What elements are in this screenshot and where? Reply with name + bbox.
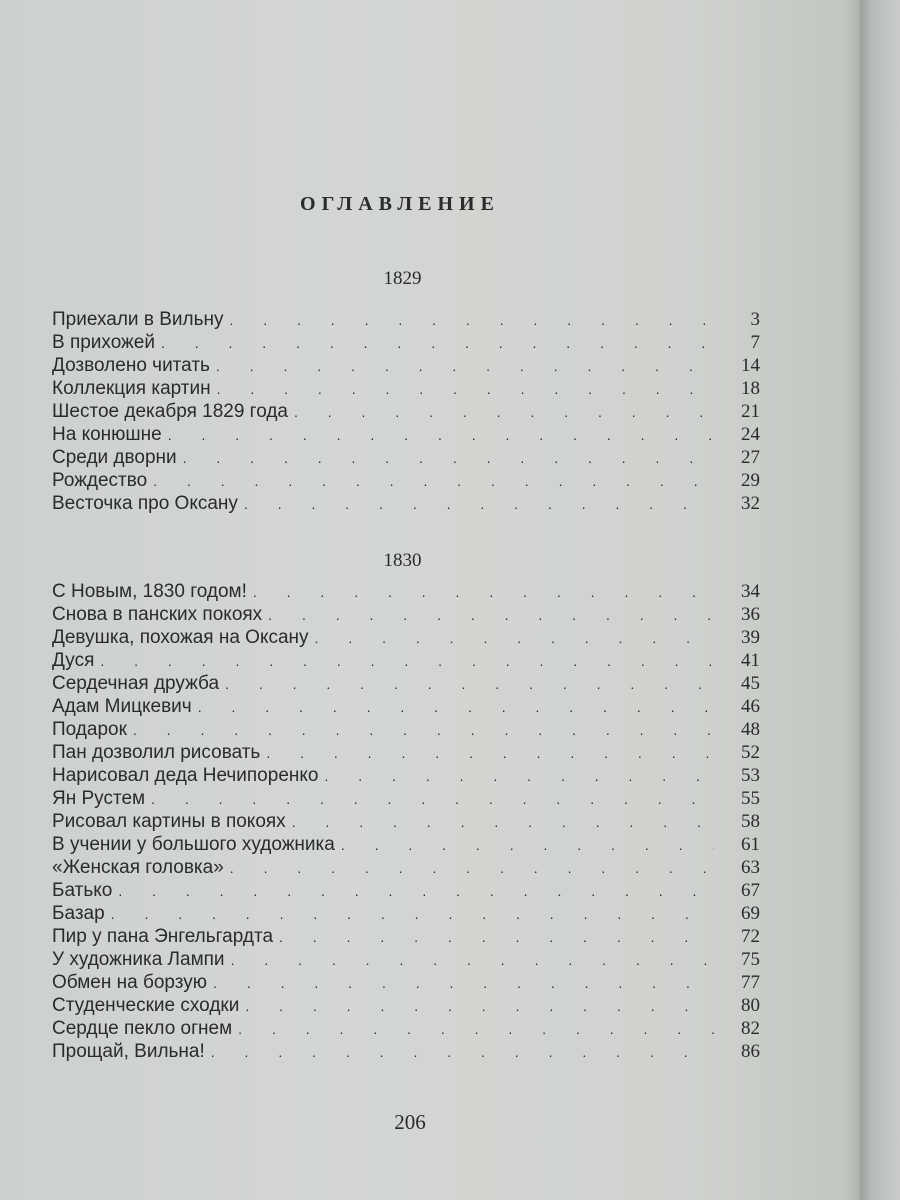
- toc-entry: [52, 469, 760, 492]
- toc-entry: [52, 672, 760, 695]
- leader-dots: [279, 926, 714, 949]
- toc-list-1830: [52, 580, 760, 1063]
- leader-dots: [231, 949, 714, 972]
- next-page-edge: [860, 0, 900, 1200]
- section-year-1830: 1830: [383, 550, 422, 571]
- leader-dots: [153, 470, 714, 493]
- toc-entry-title: В учении у большого художника: [52, 834, 335, 855]
- leader-dots: [133, 719, 714, 742]
- toc-entry-title: Девушка, похожая на Оксану: [52, 627, 309, 648]
- toc-entry: [52, 879, 760, 902]
- toc-entry: [52, 833, 760, 856]
- toc-entry-title: Прощай, Вильна!: [52, 1041, 205, 1062]
- toc-entry-title: Весточка про Оксану: [52, 493, 238, 514]
- toc-entry-title: Рождество: [52, 470, 148, 491]
- leader-dots: [292, 811, 714, 834]
- toc-entry-title: Пан дозволил рисовать: [52, 742, 261, 763]
- toc-entry-title: С Новым, 1830 годом!: [52, 581, 247, 602]
- toc-entry-title: В прихожей: [52, 332, 155, 353]
- toc-entry: [52, 787, 760, 810]
- toc-entry-page: 18: [741, 378, 760, 399]
- toc-entry-page: 34: [741, 581, 760, 602]
- toc-entry: [52, 580, 760, 603]
- toc-entry: [52, 400, 760, 423]
- toc-entry-page: 36: [741, 604, 760, 625]
- leader-dots: [245, 995, 714, 1018]
- leader-dots: [217, 378, 714, 401]
- toc-entry-page: 3: [750, 309, 760, 330]
- leader-dots: [111, 903, 714, 926]
- toc-entry-page: 75: [741, 949, 760, 970]
- toc-entry: [52, 902, 760, 925]
- leader-dots: [198, 696, 714, 719]
- toc-entry-page: 72: [741, 926, 760, 947]
- toc-entry-title: Дуся: [52, 650, 95, 671]
- leader-dots: [225, 673, 714, 696]
- toc-entry-title: Ян Рустем: [52, 788, 146, 809]
- toc-entry: [52, 718, 760, 741]
- toc-entry: [52, 603, 760, 626]
- toc-entry: [52, 649, 760, 672]
- leader-dots: [211, 1041, 714, 1064]
- toc-entry: [52, 810, 760, 833]
- toc-entry-page: 53: [741, 765, 760, 786]
- toc-entry-title: Нарисовал деда Нечипоренко: [52, 765, 319, 786]
- toc-entry: [52, 492, 760, 515]
- toc-entry-title: Базар: [52, 903, 105, 924]
- toc-entry-title: Обмен на борзую: [52, 972, 208, 993]
- toc-entry-page: 61: [741, 834, 760, 855]
- toc-entry: [52, 308, 760, 331]
- toc-entry: [52, 994, 760, 1017]
- toc-entry-page: 29: [741, 470, 760, 491]
- toc-entry-page: 86: [741, 1041, 760, 1062]
- toc-entry-title: Снова в панских покоях: [52, 604, 263, 625]
- leader-dots: [216, 355, 714, 378]
- toc-entry-page: 48: [741, 719, 760, 740]
- toc-entry: [52, 626, 760, 649]
- leader-dots: [294, 401, 714, 424]
- toc-entry: [52, 1017, 760, 1040]
- toc-entry: [52, 446, 760, 469]
- toc-entry-page: 63: [741, 857, 760, 878]
- toc-entry: [52, 948, 760, 971]
- toc-entry-page: 46: [741, 696, 760, 717]
- toc-list-1829: [52, 308, 760, 515]
- leader-dots: [268, 604, 714, 627]
- toc-entry-page: 27: [741, 447, 760, 468]
- toc-entry-page: 55: [741, 788, 760, 809]
- section-year-1829: 1829: [383, 268, 422, 289]
- leader-dots: [213, 972, 714, 995]
- toc-entry-page: 82: [741, 1018, 760, 1039]
- leader-dots: [229, 309, 714, 332]
- leader-dots: [341, 834, 714, 857]
- toc-entry: [52, 741, 760, 764]
- toc-entry-title: У художника Лампи: [52, 949, 225, 970]
- leader-dots: [151, 788, 714, 811]
- toc-entry-title: Рисовал картины в покоях: [52, 811, 286, 832]
- toc-entry-title: Сердце пекло огнем: [52, 1018, 233, 1039]
- toc-entry-page: 77: [741, 972, 760, 993]
- leader-dots: [315, 627, 714, 650]
- leader-dots: [324, 765, 714, 788]
- toc-title: ОГЛАВЛЕНИЕ: [300, 193, 500, 215]
- toc-entry-title: На конюшне: [52, 424, 162, 445]
- toc-entry-title: Шестое декабря 1829 года: [52, 401, 288, 422]
- leader-dots: [230, 857, 714, 880]
- leader-dots: [253, 581, 714, 604]
- toc-entry-title: Студенческие сходки: [52, 995, 240, 1016]
- leader-dots: [183, 447, 714, 470]
- page-number: 206: [394, 1110, 426, 1134]
- toc-entry: [52, 354, 760, 377]
- toc-entry-title: Адам Мицкевич: [52, 696, 192, 717]
- toc-entry-title: Коллекция картин: [52, 378, 211, 399]
- toc-entry-page: 14: [741, 355, 760, 376]
- toc-entry-title: Подарок: [52, 719, 127, 740]
- toc-entry-page: 32: [741, 493, 760, 514]
- toc-entry-title: «Женская головка»: [52, 857, 224, 878]
- toc-entry-page: 67: [741, 880, 760, 901]
- toc-entry-title: Пир у пана Энгельгардта: [52, 926, 274, 947]
- leader-dots: [100, 650, 714, 673]
- toc-entry-page: 7: [750, 332, 760, 353]
- toc-entry-title: Сердечная дружба: [52, 673, 220, 694]
- toc-entry-page: 41: [741, 650, 760, 671]
- toc-entry-page: 58: [741, 811, 760, 832]
- toc-entry: [52, 856, 760, 879]
- leader-dots: [238, 1018, 714, 1041]
- toc-entry-title: Дозволено читать: [52, 355, 210, 376]
- toc-entry: [52, 764, 760, 787]
- toc-entry: [52, 695, 760, 718]
- leader-dots: [118, 880, 714, 903]
- toc-entry: [52, 331, 760, 354]
- toc-entry-page: 69: [741, 903, 760, 924]
- toc-entry-page: 21: [741, 401, 760, 422]
- toc-entry: [52, 423, 760, 446]
- leader-dots: [244, 493, 714, 516]
- leader-dots: [266, 742, 714, 765]
- toc-entry-page: 45: [741, 673, 760, 694]
- toc-entry-page: 24: [741, 424, 760, 445]
- toc-entry: [52, 971, 760, 994]
- toc-entry: [52, 1040, 760, 1063]
- toc-entry: [52, 925, 760, 948]
- toc-entry-page: 52: [741, 742, 760, 763]
- toc-entry: [52, 377, 760, 400]
- toc-entry-title: Среди дворни: [52, 447, 177, 468]
- leader-dots: [161, 332, 714, 355]
- leader-dots: [168, 424, 714, 447]
- toc-entry-title: Батько: [52, 880, 113, 901]
- toc-entry-title: Приехали в Вильну: [52, 309, 224, 330]
- toc-entry-page: 39: [741, 627, 760, 648]
- toc-entry-page: 80: [741, 995, 760, 1016]
